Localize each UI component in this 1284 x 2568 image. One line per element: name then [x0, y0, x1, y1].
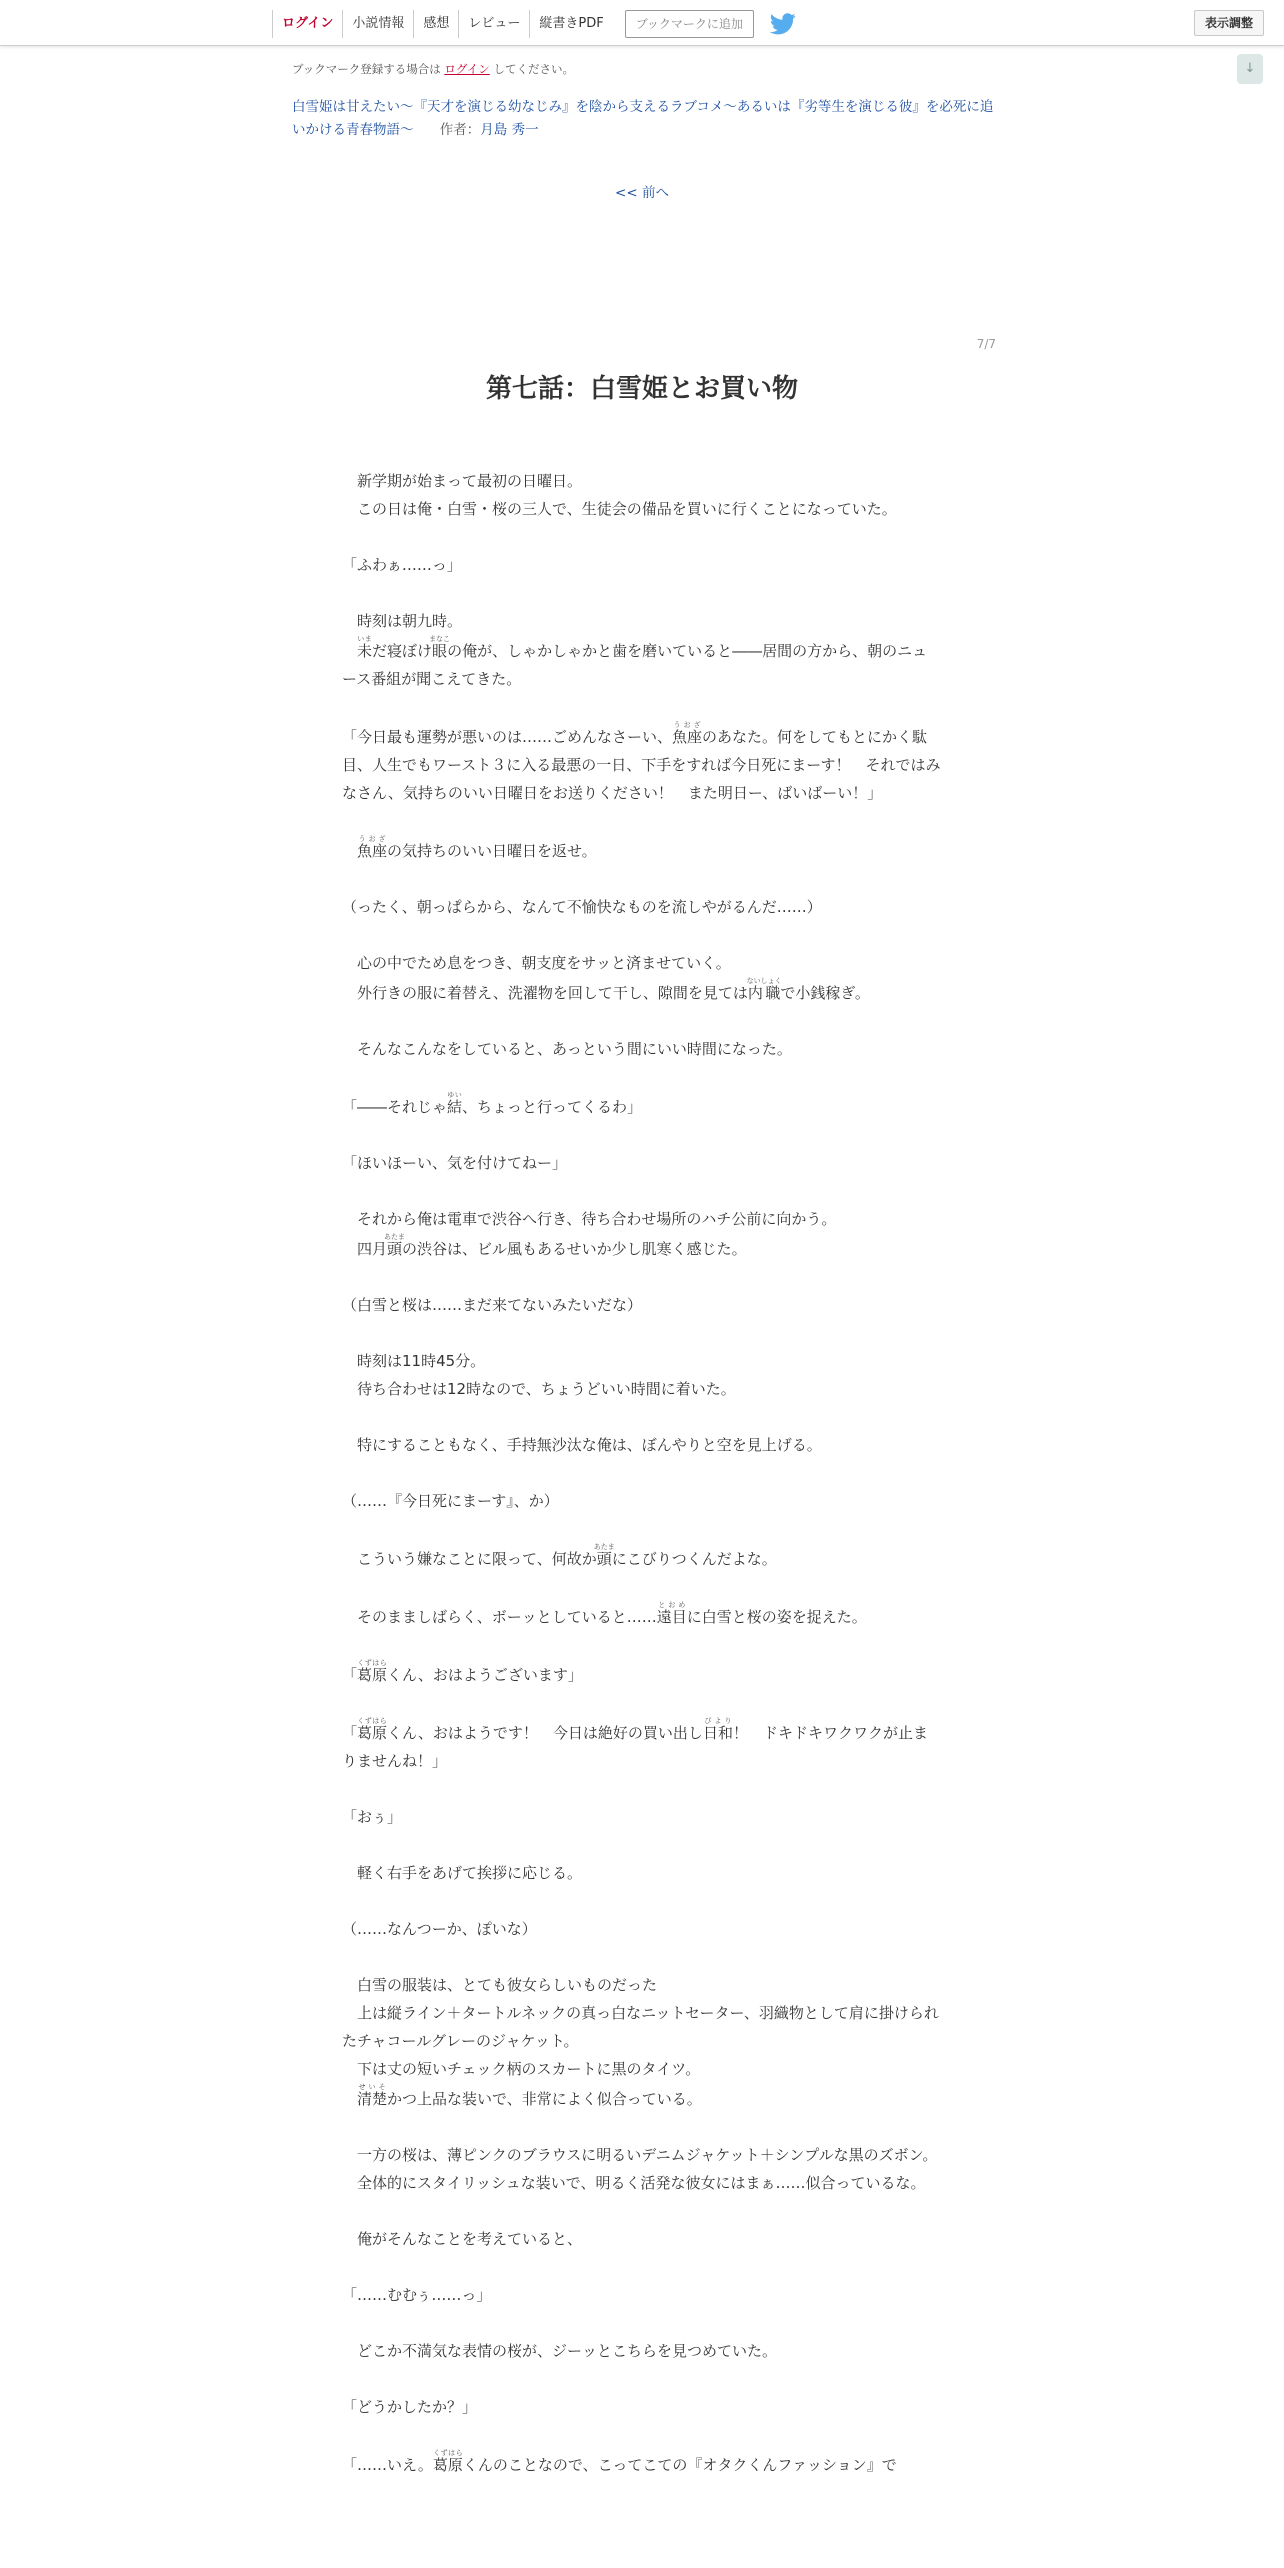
paragraph: 心の中でため息をつき、朝支度をサッと済ませていく。 — [342, 954, 731, 972]
paragraph: 「葛原くずはらくん、おはようございます」 — [342, 1659, 583, 1684]
paragraph: 「葛原くずはらくん、おはようです！ 今日は絶好の買い出し日和びより！ ドキドキワクワクが止まりませんね！」 — [342, 1717, 928, 1770]
paragraph: 「……いえ。葛原くずはらくんのことなので、こってこての『オタクくんファッション』で — [342, 2449, 897, 2474]
paragraph: 四月頭あたまの渋谷は、ビル風もあるせいか少し肌寒く感じた。 — [342, 1233, 747, 1258]
scroll-down-button[interactable]: ↓ — [1237, 54, 1263, 84]
blank-line — [342, 1515, 942, 1543]
paragraph: 軽く右手をあげて挨拶に応じる。 — [342, 1864, 583, 1882]
paragraph: 待ち合わせは12時なので、ちょうどいい時間に着いた。 — [342, 1380, 736, 1398]
blank-line — [342, 2309, 942, 2337]
blank-line — [342, 1121, 942, 1149]
nav-menu — [272, 10, 796, 38]
paragraph: そのまましばらく、ボーッとしていると……遠目とおめに白雪と桜の姿を捉えた。 — [342, 1601, 867, 1626]
previous-chapter-link[interactable]: << 前へ — [615, 185, 669, 201]
ruby-annotation: 頭あたま — [593, 1543, 615, 1568]
ruby-annotation: 魚座うおざ — [672, 721, 703, 746]
chapter-title: 第七話：白雪姫とお買い物 — [485, 374, 798, 404]
paragraph: この日は俺・白雪・桜の三人で、生徒会の備品を買いに行くことになっていた。 — [342, 500, 897, 518]
page-number: 7/7 — [976, 337, 996, 351]
blank-line — [342, 1631, 942, 1659]
author-label: 作者： — [439, 122, 481, 138]
paragraph: 未いまだ寝ぼけ眼まなこの俺が、しゃかしゃかと歯を磨いていると――居間の方から、朝のニュース番組が聞こえてきた。 — [342, 635, 928, 688]
paragraph: 白雪の服装は、とても彼女らしいものだった — [342, 1976, 658, 1994]
twitter-bird-icon[interactable] — [770, 13, 796, 35]
paragraph: 「ふわぁ……っ」 — [342, 556, 462, 574]
blank-line — [342, 1689, 942, 1717]
paragraph: こういう嫌なことに限って、何故か頭あたまにこびりつくんだよな。 — [342, 1543, 777, 1568]
nav-vertical-pdf-link[interactable]: 縦書きPDF — [529, 10, 612, 38]
bookmark-note-suffix: してください。 — [493, 62, 574, 76]
blank-line — [342, 807, 942, 835]
blank-line — [342, 2113, 942, 2141]
blank-line — [342, 1263, 942, 1291]
blank-line — [342, 1403, 942, 1431]
blank-line — [342, 1007, 942, 1035]
blank-line — [342, 1459, 942, 1487]
blank-line — [342, 1319, 942, 1347]
blank-line — [342, 2365, 942, 2393]
paragraph: 下は丈の短いチェック柄のスカートに黒のタイツ。 — [342, 2060, 701, 2078]
ruby-annotation: 魚座うおざ — [357, 835, 388, 860]
blank-line — [342, 2197, 942, 2225]
paragraph: （……なんつーか、ぽいな） — [342, 1920, 537, 1938]
nav-novel-info-link[interactable]: 小説情報 — [342, 10, 413, 38]
top-navigation-bar — [0, 0, 1284, 46]
paragraph: 「――それじゃ結ゆい、ちょっと行ってくるわ」 — [342, 1091, 643, 1116]
bookmark-login-note — [292, 61, 574, 77]
paragraph: 新学期が始まって最初の日曜日。 — [342, 472, 583, 490]
ruby-annotation: 日和びより — [702, 1717, 733, 1742]
blank-line — [342, 523, 942, 551]
paragraph: 「……むむぅ……っ」 — [342, 2286, 492, 2304]
paragraph: （……『今日死にまーす』、か） — [342, 1492, 559, 1510]
bookmark-note-prefix: ブックマーク登録する場合は — [292, 62, 441, 76]
blank-line — [342, 1063, 942, 1091]
display-settings-button[interactable]: 表示調整 — [1194, 10, 1264, 36]
blank-line — [342, 579, 942, 607]
paragraph: 魚座うおざの気持ちのいい日曜日を返せ。 — [357, 835, 597, 860]
paragraph: 清楚せいそかつ上品な装いで、非常によく似合っている。 — [357, 2083, 702, 2108]
nav-review-link[interactable]: レビュー — [458, 10, 529, 38]
add-bookmark-button[interactable]: ブックマークに追加 — [625, 10, 754, 38]
ruby-annotation: 葛原くずはら — [357, 1659, 388, 1684]
paragraph: 時刻は11時45分。 — [342, 1352, 486, 1370]
ruby-annotation: 未いま — [357, 635, 373, 660]
blank-line — [342, 2421, 942, 2449]
ruby-annotation: 遠目とおめ — [656, 1601, 687, 1626]
blank-line — [342, 1573, 942, 1601]
novel-info — [292, 96, 1002, 142]
ruby-annotation: 葛原くずはら — [432, 2449, 463, 2474]
author-name-link[interactable]: 月島 秀一 — [480, 122, 539, 138]
paragraph: そんなこんなをしていると、あっという間にいい時間になった。 — [342, 1040, 792, 1058]
paragraph: （ったく、朝っぱらから、なんて不愉快なものを流しやがるんだ……） — [342, 898, 822, 916]
blank-line — [342, 693, 942, 721]
paragraph: 「どうかしたか？」 — [342, 2398, 478, 2416]
paragraph: どこか不満気な表情の桜が、ジーッとこちらを見つめていた。 — [342, 2342, 778, 2360]
paragraph: 時刻は朝九時。 — [342, 612, 463, 630]
blank-line — [342, 865, 942, 893]
paragraph: 全体的にスタイリッシュな装いで、明るく活発な彼女にはまぁ……似合っているな。 — [342, 2174, 926, 2192]
blank-line — [342, 1831, 942, 1859]
paragraph: 「おぅ」 — [342, 1808, 403, 1826]
ruby-annotation: 結ゆい — [447, 1091, 463, 1116]
blank-line — [342, 921, 942, 949]
paragraph: 「今日最も運勢が悪いのは……ごめんなさーい、魚座うおざのあなた。何をしてもとにかく駄目、人生でもワースト３に入る最悪の一日、下手をすれば今日死にまーす！ それではみなさん、気持ちのいい日曜日をお送りください！ また明日ー、ばいばーい！」 — [342, 721, 941, 802]
paragraph: それから俺は電車で渋谷へ行き、待ち合わせ場所のハチ公前に向かう。 — [342, 1210, 837, 1228]
ruby-annotation: 内職ないしょく — [746, 977, 782, 1002]
blank-line — [342, 1887, 942, 1915]
novel-body-text — [342, 467, 942, 2479]
paragraph: 特にすることもなく、手持無沙汰な俺は、ぼんやりと空を見上げる。 — [342, 1436, 822, 1454]
blank-line — [342, 1943, 942, 1971]
ruby-annotation: 葛原くずはら — [357, 1717, 388, 1742]
ruby-annotation: 頭あたま — [384, 1233, 406, 1258]
blank-line — [342, 1177, 942, 1205]
paragraph: 上は縦ライン＋タートルネックの真っ白なニットセーター、羽織物として肩に掛けられたチャコールグレーのジャケット。 — [342, 2004, 939, 2050]
ruby-annotation: 清楚せいそ — [357, 2083, 388, 2108]
ruby-annotation: 眼まなこ — [429, 635, 451, 660]
paragraph: 外行きの服に着替え、洗濯物を回して干し、隙間を見ては内職ないしょくで小銭稼ぎ。 — [342, 977, 870, 1002]
blank-line — [342, 2253, 942, 2281]
paragraph: 一方の桜は、薄ピンクのブラウスに明るいデニムジャケット＋シンプルな黒のズボン。 — [342, 2146, 938, 2164]
nav-impressions-link[interactable]: 感想 — [413, 10, 458, 38]
blank-line — [342, 1775, 942, 1803]
bookmark-note-login-link[interactable]: ログイン — [444, 62, 490, 76]
paragraph: 「ほいほーい、気を付けてねー」 — [342, 1154, 568, 1172]
novel-title-link[interactable]: 白雪姫は甘えたい～『天才を演じる幼なじみ』を陰から支えるラブコメ～あるいは『劣等生を演じる彼』を必死に追いかける青春物語～ — [292, 99, 994, 138]
nav-login-link[interactable]: ログイン — [272, 10, 342, 38]
paragraph: 俺がそんなことを考えていると、 — [342, 2230, 583, 2248]
paragraph: （白雪と桜は……まだ来てないみたいだな） — [342, 1296, 643, 1314]
